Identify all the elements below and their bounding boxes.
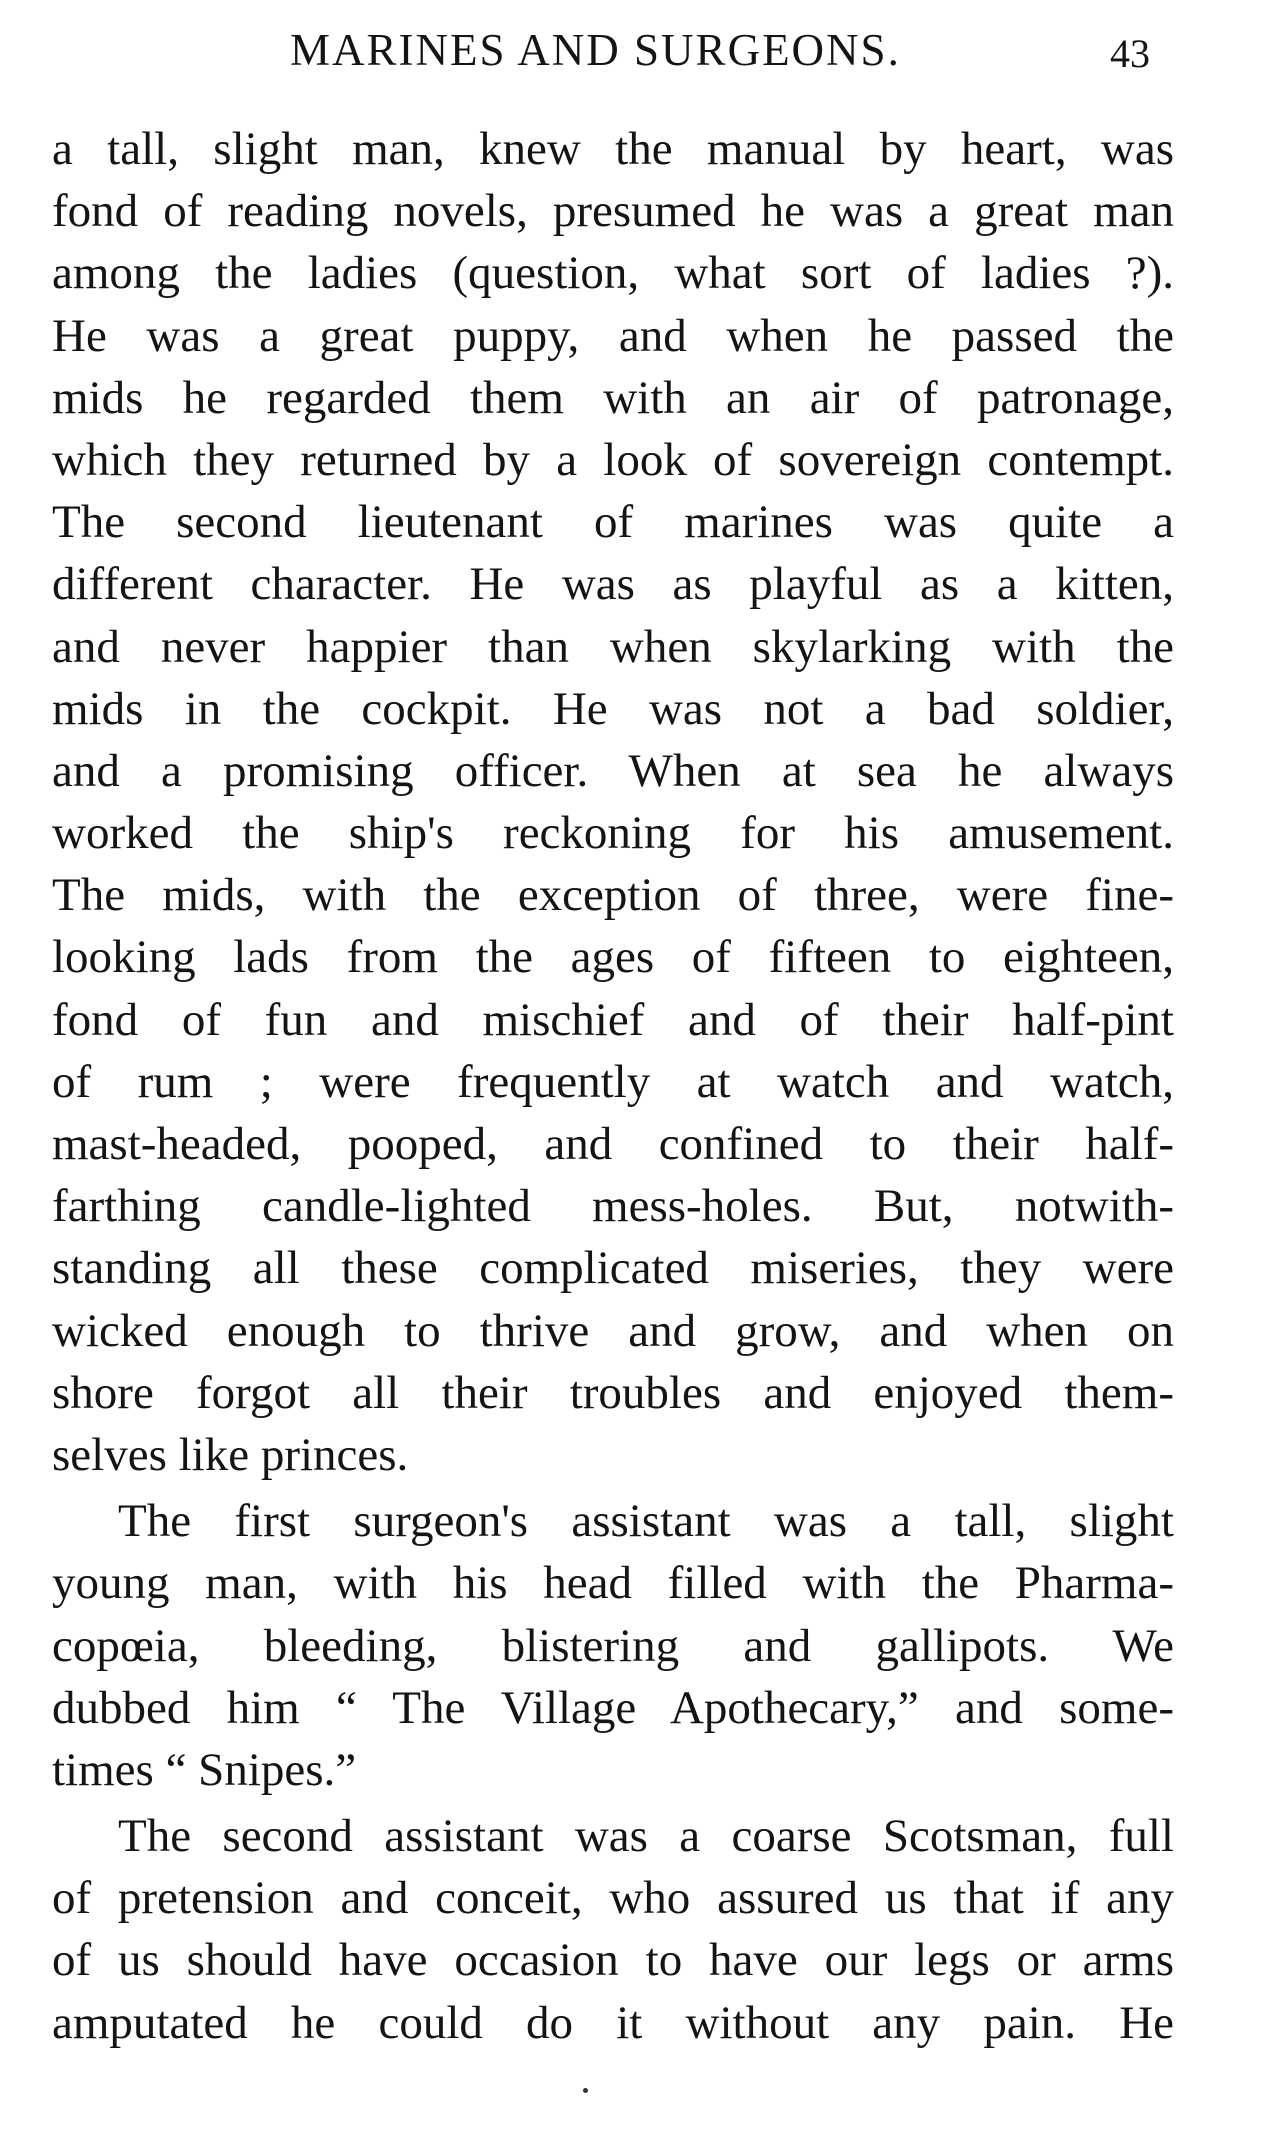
text-line: fond of fun and mischief and of their half-pint [52, 993, 1174, 1046]
text-line: The second lieutenant of marines was quite a [52, 496, 1174, 549]
ink-speck [583, 2088, 588, 2093]
text-line: young man, with his head filled with the Pharma- [52, 1557, 1174, 1610]
text-line: standing all these complicated miseries, they were [52, 1242, 1174, 1295]
text-line: The first surgeon's assistant was a tall, slight [118, 1495, 1174, 1548]
text-line: and a promising officer. When at sea he always [52, 744, 1174, 797]
text-line: mast-headed, pooped, and confined to their half- [52, 1118, 1174, 1170]
text-line: The second assistant was a coarse Scotsman, full [118, 1810, 1174, 1863]
text-line: times “ Snipes.” [52, 1743, 357, 1796]
text-line: mids he regarded them with an air of patronage, [52, 371, 1174, 424]
body-text [52, 118, 1174, 2054]
text-line: dubbed him “ The Village Apothecary,” and some- [52, 1681, 1174, 1734]
text-line: of pretension and conceit, who assured us that if any [52, 1872, 1174, 1925]
text-line: amputated he could do it without any pain. He [52, 1996, 1174, 2049]
text-line: worked the ship's reckoning for his amusement. [52, 807, 1174, 860]
page-number: 43 [1110, 31, 1150, 76]
text-line: mids in the cockpit. He was not a bad soldier, [52, 682, 1174, 735]
text-line: of us should have occasion to have our legs or arms [52, 1934, 1174, 1987]
text-line: of rum ; were frequently at watch and watch, [52, 1055, 1174, 1108]
text-line: looking lads from the ages of fifteen to eighteen, [52, 931, 1174, 984]
text-line: He was a great puppy, and when he passed the [52, 309, 1174, 362]
text-line: shore forgot all their troubles and enjoyed them- [52, 1366, 1174, 1419]
text-line: and never happier than when skylarking with the [52, 620, 1174, 673]
text-line: fond of reading novels, presumed he was a great man [52, 185, 1174, 238]
text-line: The mids, with the exception of three, were fine- [52, 869, 1174, 922]
running-title: MARINES AND SURGEONS. [290, 25, 901, 75]
text-line: wicked enough to thrive and grow, and when on [52, 1304, 1174, 1357]
text-line: among the ladies (question, what sort of ladies ?). [52, 247, 1174, 300]
text-line: a tall, slight man, knew the manual by heart, was [52, 123, 1174, 175]
text-line: selves like princes. [52, 1428, 409, 1481]
text-line: farthing candle-lighted mess-holes. But, notwith- [52, 1180, 1174, 1233]
text-line: different character. He was as playful as a kitten, [52, 558, 1174, 611]
text-line: which they returned by a look of sovereign contempt. [52, 433, 1174, 486]
text-line: copœia, bleeding, blistering and gallipots. We [52, 1619, 1174, 1672]
